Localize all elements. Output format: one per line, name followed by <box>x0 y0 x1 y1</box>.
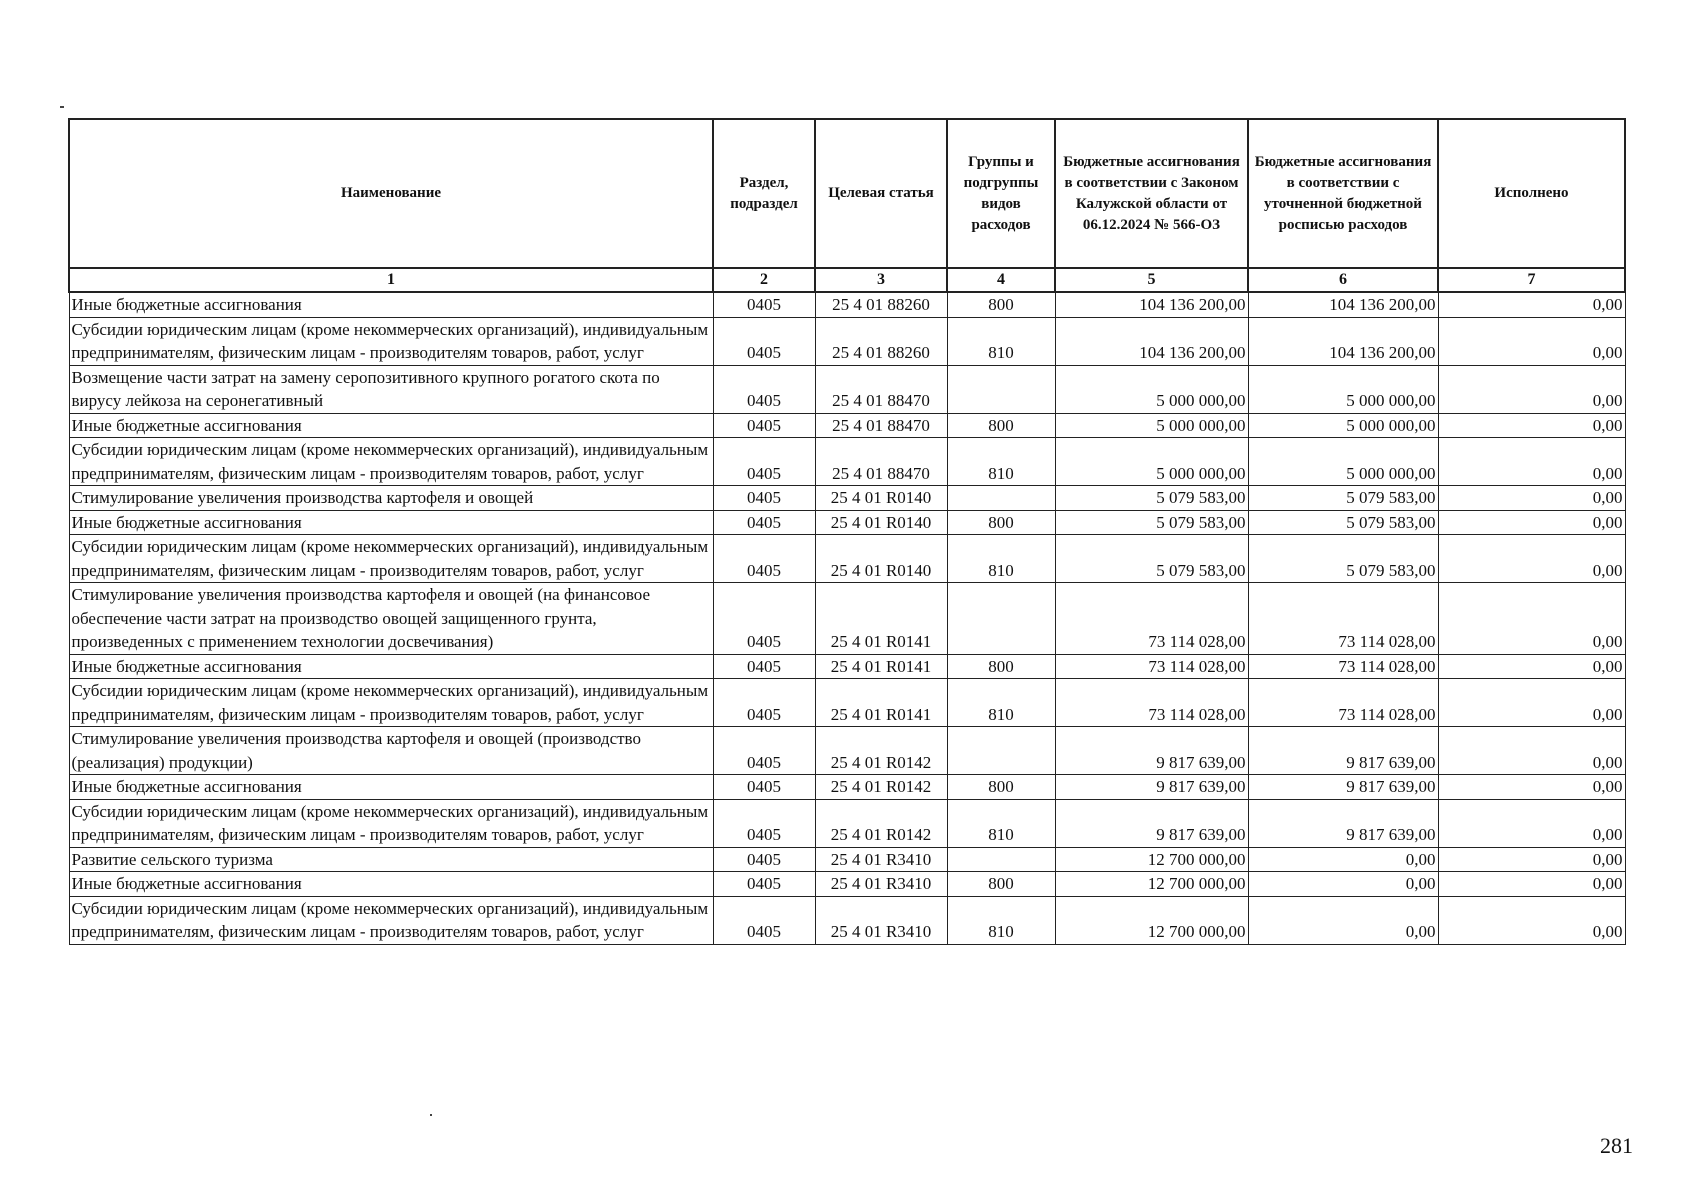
row-refined-amount: 5 079 583,00 <box>1248 535 1438 583</box>
row-executed-amount: 0,00 <box>1438 583 1625 655</box>
header-name: Наименование <box>69 119 713 268</box>
row-name: Возмещение части затрат на замену серопозитивного крупного рогатого скота по вирусу лейкоза на серонегативный <box>69 365 713 413</box>
row-refined-amount: 73 114 028,00 <box>1248 654 1438 679</box>
row-group: 810 <box>947 535 1055 583</box>
row-group: 800 <box>947 413 1055 438</box>
row-law-amount: 5 000 000,00 <box>1055 438 1248 486</box>
row-target: 25 4 01 R0141 <box>815 654 947 679</box>
row-target: 25 4 01 R3410 <box>815 872 947 897</box>
table-header <box>69 119 1625 292</box>
row-group <box>947 365 1055 413</box>
row-refined-amount: 73 114 028,00 <box>1248 583 1438 655</box>
row-name: Субсидии юридическим лицам (кроме некоммерческих организаций), индивидуальным предпринимателям, физическим лицам - производителям товаров, работ, услуг <box>69 438 713 486</box>
col-number: 3 <box>815 268 947 292</box>
table-row <box>69 775 1625 800</box>
row-section: 0405 <box>713 775 815 800</box>
row-refined-amount: 0,00 <box>1248 872 1438 897</box>
row-target: 25 4 01 88470 <box>815 413 947 438</box>
row-law-amount: 73 114 028,00 <box>1055 583 1248 655</box>
row-group: 800 <box>947 510 1055 535</box>
col-number: 7 <box>1438 268 1625 292</box>
row-section: 0405 <box>713 486 815 511</box>
row-executed-amount: 0,00 <box>1438 535 1625 583</box>
header-target: Целевая статья <box>815 119 947 268</box>
row-target: 25 4 01 R0142 <box>815 775 947 800</box>
row-section: 0405 <box>713 896 815 944</box>
row-group: 800 <box>947 872 1055 897</box>
table-row <box>69 654 1625 679</box>
col-number: 5 <box>1055 268 1248 292</box>
row-name: Стимулирование увеличения производства картофеля и овощей <box>69 486 713 511</box>
row-name: Субсидии юридическим лицам (кроме некоммерческих организаций), индивидуальным предпринимателям, физическим лицам - производителям товаров, работ, услуг <box>69 317 713 365</box>
row-section: 0405 <box>713 872 815 897</box>
table-row <box>69 365 1625 413</box>
row-law-amount: 9 817 639,00 <box>1055 799 1248 847</box>
row-target: 25 4 01 R0141 <box>815 583 947 655</box>
table-row <box>69 799 1625 847</box>
row-group <box>947 727 1055 775</box>
row-law-amount: 73 114 028,00 <box>1055 654 1248 679</box>
col-number: 1 <box>69 268 713 292</box>
row-name: Иные бюджетные ассигнования <box>69 872 713 897</box>
row-executed-amount: 0,00 <box>1438 317 1625 365</box>
table-row <box>69 292 1625 317</box>
row-group: 810 <box>947 896 1055 944</box>
row-law-amount: 5 000 000,00 <box>1055 413 1248 438</box>
row-law-amount: 104 136 200,00 <box>1055 317 1248 365</box>
row-target: 25 4 01 R0140 <box>815 486 947 511</box>
row-name: Иные бюджетные ассигнования <box>69 413 713 438</box>
row-law-amount: 5 079 583,00 <box>1055 510 1248 535</box>
row-group <box>947 583 1055 655</box>
scan-mark <box>60 106 64 108</box>
row-refined-amount: 5 000 000,00 <box>1248 365 1438 413</box>
row-law-amount: 5 079 583,00 <box>1055 486 1248 511</box>
table-row <box>69 847 1625 872</box>
row-target: 25 4 01 88260 <box>815 317 947 365</box>
row-refined-amount: 5 079 583,00 <box>1248 510 1438 535</box>
page-number: 281 <box>1600 1133 1633 1158</box>
row-refined-amount: 9 817 639,00 <box>1248 775 1438 800</box>
row-executed-amount: 0,00 <box>1438 847 1625 872</box>
row-group: 810 <box>947 679 1055 727</box>
row-group: 810 <box>947 317 1055 365</box>
table-row <box>69 583 1625 655</box>
table-row <box>69 535 1625 583</box>
row-refined-amount: 9 817 639,00 <box>1248 727 1438 775</box>
row-name: Иные бюджетные ассигнования <box>69 292 713 317</box>
row-section: 0405 <box>713 727 815 775</box>
col-number: 6 <box>1248 268 1438 292</box>
row-name: Субсидии юридическим лицам (кроме некоммерческих организаций), индивидуальным предпринимателям, физическим лицам - производителям товаров, работ, услуг <box>69 679 713 727</box>
header-executed: Исполнено <box>1438 119 1625 268</box>
row-target: 25 4 01 88470 <box>815 365 947 413</box>
row-section: 0405 <box>713 847 815 872</box>
row-target: 25 4 01 88260 <box>815 292 947 317</box>
row-group <box>947 486 1055 511</box>
row-group: 810 <box>947 799 1055 847</box>
header-law: Бюджетные ассигнования в соответствии с Законом Калужской области от 06.12.2024 № 566-ОЗ <box>1055 119 1248 268</box>
row-law-amount: 5 000 000,00 <box>1055 365 1248 413</box>
row-executed-amount: 0,00 <box>1438 896 1625 944</box>
row-executed-amount: 0,00 <box>1438 438 1625 486</box>
row-name: Иные бюджетные ассигнования <box>69 775 713 800</box>
table-row <box>69 679 1625 727</box>
row-refined-amount: 0,00 <box>1248 847 1438 872</box>
row-refined-amount: 104 136 200,00 <box>1248 317 1438 365</box>
row-refined-amount: 5 079 583,00 <box>1248 486 1438 511</box>
row-law-amount: 12 700 000,00 <box>1055 847 1248 872</box>
row-target: 25 4 01 R3410 <box>815 896 947 944</box>
row-name: Субсидии юридическим лицам (кроме некоммерческих организаций), индивидуальным предпринимателям, физическим лицам - производителям товаров, работ, услуг <box>69 896 713 944</box>
row-section: 0405 <box>713 438 815 486</box>
row-name: Субсидии юридическим лицам (кроме некоммерческих организаций), индивидуальным предпринимателям, физическим лицам - производителям товаров, работ, услуг <box>69 799 713 847</box>
row-name: Стимулирование увеличения производства картофеля и овощей (производство (реализация) продукции) <box>69 727 713 775</box>
row-law-amount: 12 700 000,00 <box>1055 872 1248 897</box>
table-row <box>69 413 1625 438</box>
row-refined-amount: 104 136 200,00 <box>1248 292 1438 317</box>
row-section: 0405 <box>713 654 815 679</box>
row-section: 0405 <box>713 365 815 413</box>
row-executed-amount: 0,00 <box>1438 679 1625 727</box>
row-executed-amount: 0,00 <box>1438 654 1625 679</box>
col-number: 4 <box>947 268 1055 292</box>
row-executed-amount: 0,00 <box>1438 727 1625 775</box>
row-group: 800 <box>947 775 1055 800</box>
row-refined-amount: 73 114 028,00 <box>1248 679 1438 727</box>
row-section: 0405 <box>713 535 815 583</box>
row-group <box>947 847 1055 872</box>
row-refined-amount: 5 000 000,00 <box>1248 438 1438 486</box>
header-section: Раздел, подраздел <box>713 119 815 268</box>
row-section: 0405 <box>713 317 815 365</box>
row-section: 0405 <box>713 413 815 438</box>
table-row <box>69 317 1625 365</box>
row-executed-amount: 0,00 <box>1438 292 1625 317</box>
row-law-amount: 12 700 000,00 <box>1055 896 1248 944</box>
table-row <box>69 896 1625 944</box>
row-refined-amount: 9 817 639,00 <box>1248 799 1438 847</box>
row-section: 0405 <box>713 583 815 655</box>
row-executed-amount: 0,00 <box>1438 486 1625 511</box>
row-section: 0405 <box>713 799 815 847</box>
row-target: 25 4 01 R0141 <box>815 679 947 727</box>
row-group: 810 <box>947 438 1055 486</box>
header-groups: Группы и подгруппы видов расходов <box>947 119 1055 268</box>
row-group: 800 <box>947 654 1055 679</box>
row-law-amount: 104 136 200,00 <box>1055 292 1248 317</box>
row-name: Субсидии юридическим лицам (кроме некоммерческих организаций), индивидуальным предпринимателям, физическим лицам - производителям товаров, работ, услуг <box>69 535 713 583</box>
scan-mark <box>430 1114 432 1116</box>
row-target: 25 4 01 R0140 <box>815 535 947 583</box>
table-row <box>69 727 1625 775</box>
table-row <box>69 872 1625 897</box>
row-name: Развитие сельского туризма <box>69 847 713 872</box>
row-name: Иные бюджетные ассигнования <box>69 654 713 679</box>
row-executed-amount: 0,00 <box>1438 775 1625 800</box>
row-law-amount: 9 817 639,00 <box>1055 775 1248 800</box>
row-section: 0405 <box>713 679 815 727</box>
row-section: 0405 <box>713 292 815 317</box>
row-target: 25 4 01 88470 <box>815 438 947 486</box>
table-row <box>69 438 1625 486</box>
header-refined: Бюджетные ассигнования в соответствии с уточненной бюджетной росписью расходов <box>1248 119 1438 268</box>
col-number: 2 <box>713 268 815 292</box>
row-executed-amount: 0,00 <box>1438 365 1625 413</box>
row-target: 25 4 01 R3410 <box>815 847 947 872</box>
row-law-amount: 73 114 028,00 <box>1055 679 1248 727</box>
row-refined-amount: 5 000 000,00 <box>1248 413 1438 438</box>
row-target: 25 4 01 R0140 <box>815 510 947 535</box>
row-name: Иные бюджетные ассигнования <box>69 510 713 535</box>
row-refined-amount: 0,00 <box>1248 896 1438 944</box>
table-row <box>69 486 1625 511</box>
row-section: 0405 <box>713 510 815 535</box>
row-name: Стимулирование увеличения производства картофеля и овощей (на финансовое обеспечение части затрат на производство овощей защищенного грунта, произведенных с применением технологии досвечивания) <box>69 583 713 655</box>
budget-table <box>68 118 1626 945</box>
row-law-amount: 9 817 639,00 <box>1055 727 1248 775</box>
table-row <box>69 510 1625 535</box>
row-law-amount: 5 079 583,00 <box>1055 535 1248 583</box>
row-executed-amount: 0,00 <box>1438 413 1625 438</box>
row-executed-amount: 0,00 <box>1438 872 1625 897</box>
row-executed-amount: 0,00 <box>1438 510 1625 535</box>
table-body <box>69 292 1625 944</box>
row-group: 800 <box>947 292 1055 317</box>
row-executed-amount: 0,00 <box>1438 799 1625 847</box>
row-target: 25 4 01 R0142 <box>815 799 947 847</box>
row-target: 25 4 01 R0142 <box>815 727 947 775</box>
